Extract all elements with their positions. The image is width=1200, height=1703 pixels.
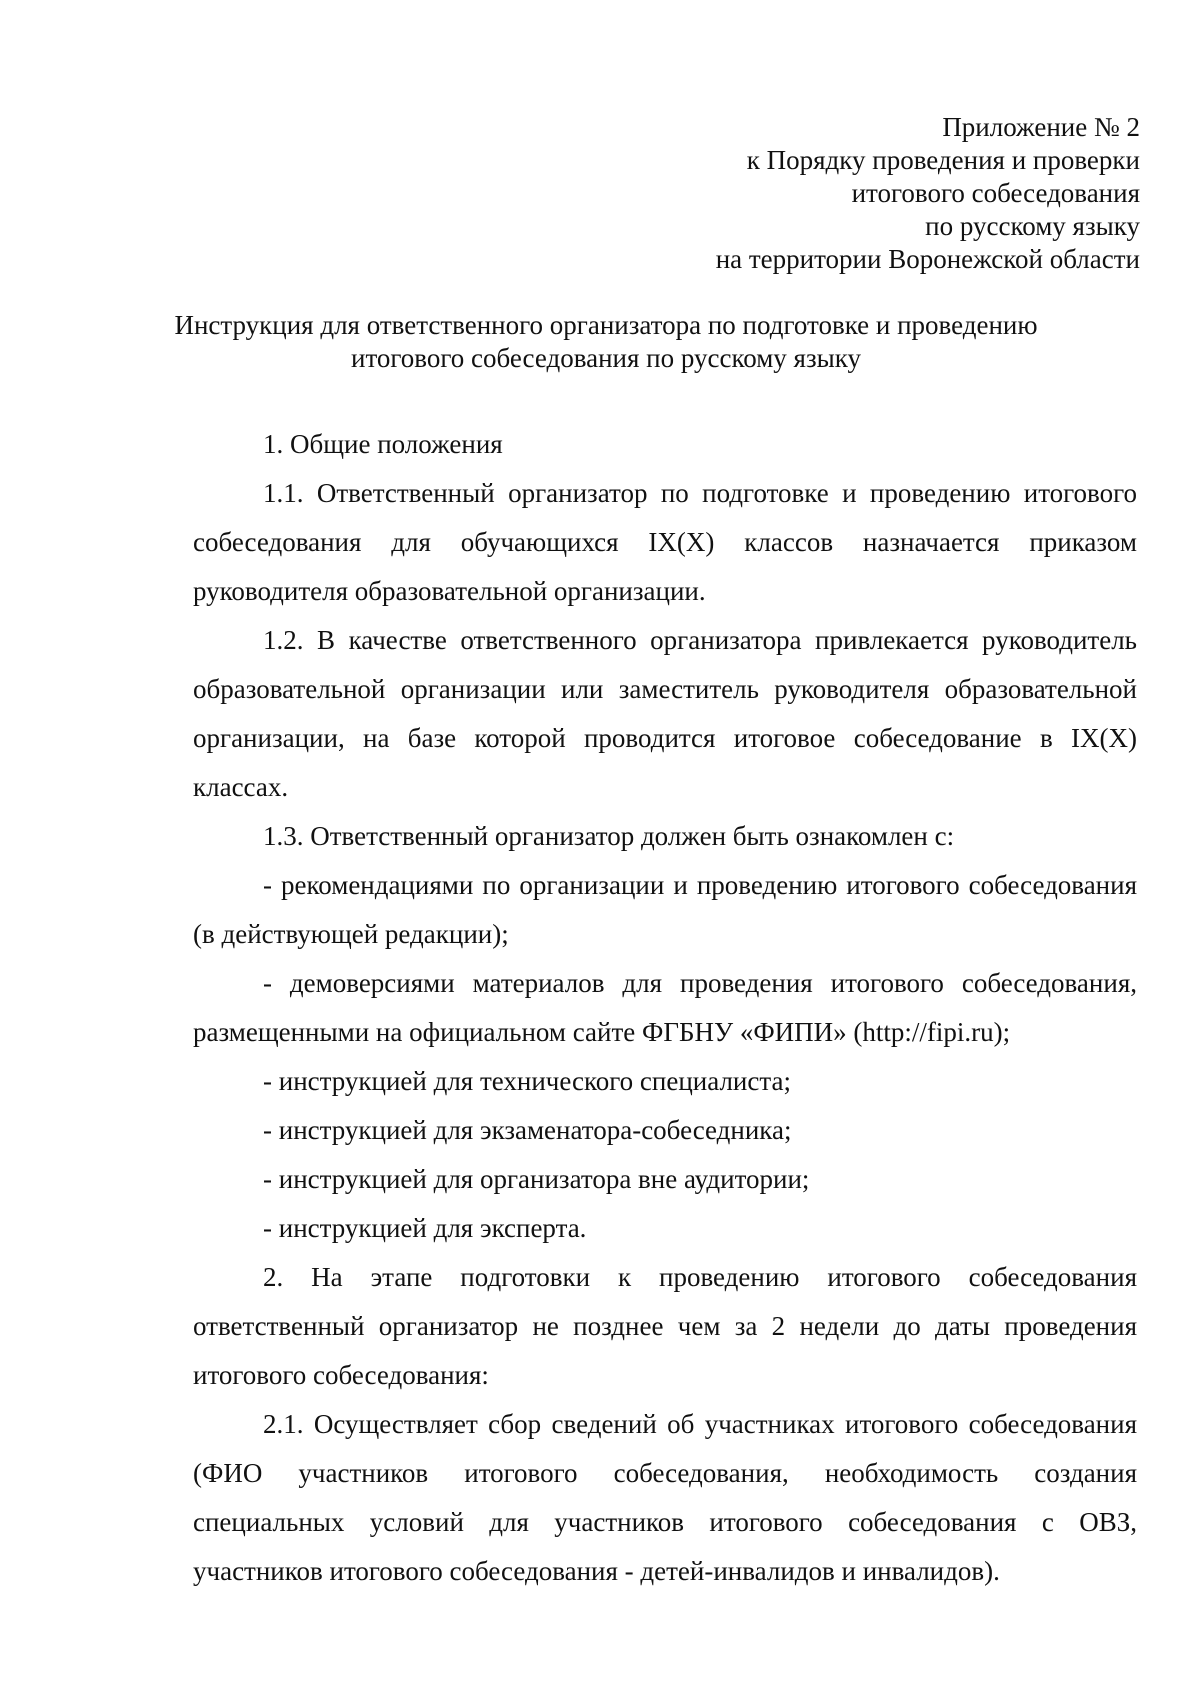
document-body	[193, 420, 1137, 1596]
attachment-header	[600, 111, 1140, 276]
attachment-line: к Порядку проведения и проверки	[746, 145, 1140, 175]
list-item-tech-specialist: - инструкцией для технического специалиста;	[263, 1066, 791, 1096]
paragraph-1-3: 1.3. Ответственный организатор должен быть ознакомлен с:	[263, 821, 955, 851]
list-item-recommendations: - рекомендациями по организации и проведению итогового собеседования (в действующей редакции);	[193, 870, 1137, 949]
paragraph-1-1: 1.1. Ответственный организатор по подготовке и проведению итогового собеседования для обучающихся IX(X) классов назначается приказом руководителя образовательной организации.	[193, 478, 1137, 606]
list-item-expert: - инструкцией для эксперта.	[263, 1213, 587, 1243]
attachment-line: Приложение № 2	[942, 112, 1140, 142]
list-item-examiner: - инструкцией для экзаменатора-собеседника;	[263, 1115, 792, 1145]
document-title	[160, 309, 1052, 375]
paragraph-1-2: 1.2. В качестве ответственного организатора привлекается руководитель образовательной организации или заместитель руководителя образовательной организации, на базе которой проводится итоговое собеседование в IX(X) классах.	[193, 625, 1137, 802]
list-item-outside-organizer: - инструкцией для организатора вне аудитории;	[263, 1164, 810, 1194]
list-item-demo-versions: - демоверсиями материалов для проведения итогового собеседования, размещенными на официальном сайте ФГБНУ «ФИПИ» (http://fipi.ru);	[193, 968, 1137, 1047]
attachment-line: по русскому языку	[925, 211, 1140, 241]
paragraph-2: 2. На этапе подготовки к проведению итогового собеседования ответственный организатор не позднее чем за 2 недели до даты проведения итогового собеседования:	[193, 1262, 1137, 1390]
paragraph-2-1: 2.1. Осуществляет сбор сведений об участниках итогового собеседования (ФИО участников итогового собеседования, необходимость создания специальных условий для участников итогового собеседования с ОВЗ, участников итогового собеседования - детей-инвалидов и инвалидов).	[193, 1409, 1137, 1586]
attachment-line: итогового собеседования	[851, 178, 1140, 208]
title-line: итогового собеседования по русскому языку	[351, 343, 861, 373]
attachment-line: на территории Воронежской области	[715, 244, 1140, 274]
title-line: Инструкция для ответственного организатора по подготовке и проведению	[174, 310, 1038, 340]
section-heading-general: 1. Общие положения	[263, 429, 503, 459]
